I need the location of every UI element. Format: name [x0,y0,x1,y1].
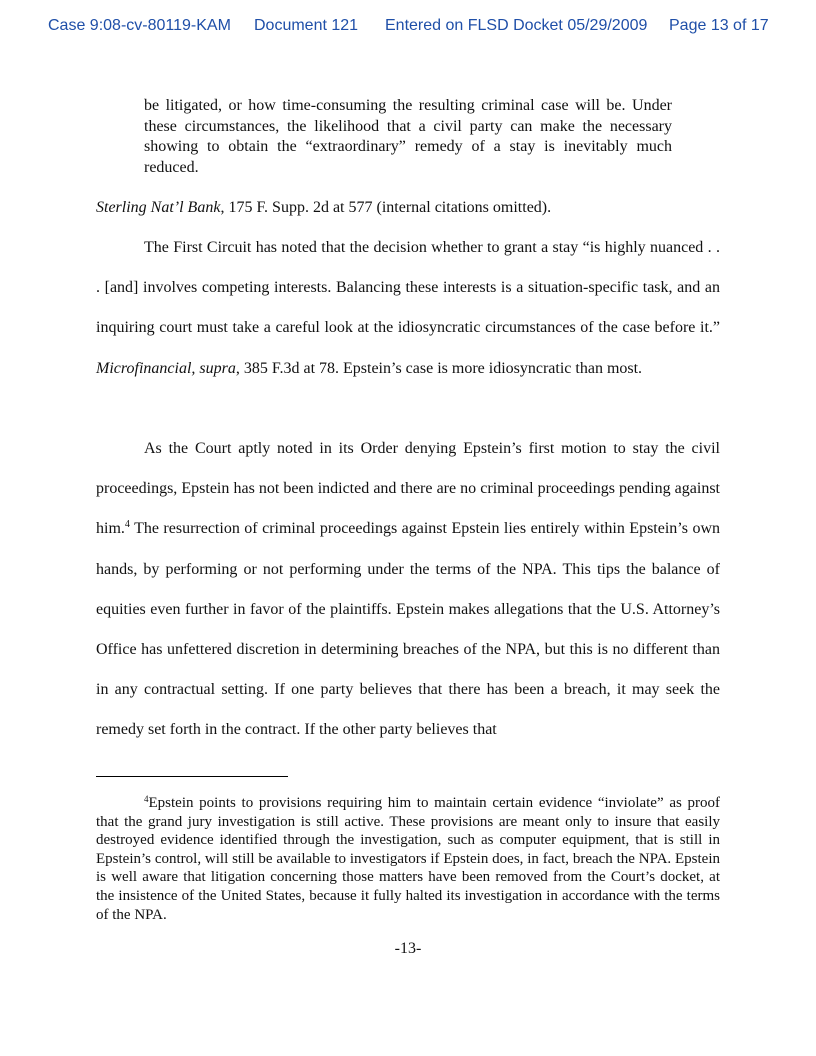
docket-header [48,17,788,39]
footnote [96,794,720,924]
footnote-reference: 4 [124,519,130,531]
footnote-divider [96,776,288,777]
citation-reference: , 175 F. Supp. 2d at 577 (internal citations omitted). [220,199,552,216]
quote-citation [96,198,720,218]
paragraph-text: The resurrection of criminal proceedings against Epstein lies entirely within Epstein’s own hands, by performing or not performing under the terms of the NPA. This tips the balance of equities even further in favor of the plaintiffs. Epstein makes allegations that the U.S. Attorney’s Office has unfettered discretion in determining breaches of the NPA, but this is no different than in any contractual setting. If one party believes that there has been a breach, it may seek the remedy set forth in the contract. If the other party believes that [96,520,720,739]
document-number: Document 121 [254,17,359,34]
citation-case-name: Sterling Nat’l Bank [96,199,221,216]
footnote-number: 4 [144,794,149,804]
paragraph-text: , 385 F.3d at 78. Epstein’s case is more idiosyncratic than most. [235,359,643,377]
page-of-pages: Page 13 of 17 [669,17,769,34]
paragraph-no-indictment [96,429,720,751]
case-number: Case 9:08-cv-80119-KAM [48,17,231,34]
page-number: -13- [394,940,422,957]
paragraph-text: The First Circuit has noted that the decision whether to grant a stay “is highly nuanced . . . [and] involves competing interests. Balancing these interests is a situation-specific task, and an inquiring court must take a careful look at the idiosyncratic circumstances of the case before it.” [96,239,720,337]
paragraph-first-circuit [96,228,720,389]
docket-entry-date: Entered on FLSD Docket 05/29/2009 [385,17,648,34]
block-quote: be litigated, or how time-consuming the resulting criminal case will be. Under these circumstances, the likelihood that a civil party can make the necessary showing to obtain the “extraordinary” remedy of a stay is inevitably much reduced. [144,97,672,176]
paragraph-text: As the Court aptly noted in its Order denying Epstein’s first motion to stay the civil proceedings, Epstein has not been indicted and there are no criminal proceedings pending against him. [96,440,720,538]
footnote-text: Epstein points to provisions requiring him to maintain certain evidence “inviolate” as proof that the grand jury investigation is still active. These provisions are meant only to insure that easily destroyed evidence identified through the investigation, such as computer equipment, that is still in Epstein’s control, will still be available to investigators if Epstein does, in fact, breach the NPA. Epstein is well aware that litigation concerning those matters have been removed from the Court’s docket, at the insistence of the United States, because it fully halted its investigation in accordance with the terms of the NPA. [96,795,720,923]
citation-case-name: Microfinancial, supra [96,359,236,377]
